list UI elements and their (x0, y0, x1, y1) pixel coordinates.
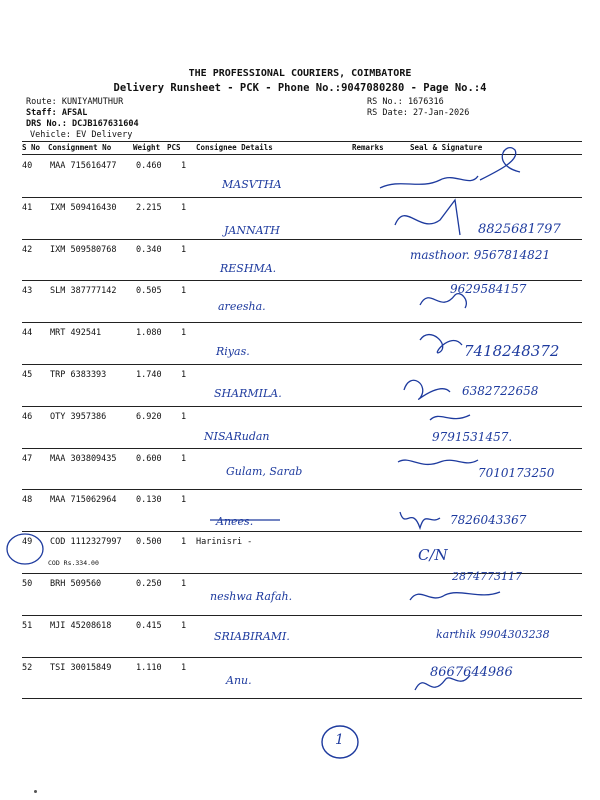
row-consignment-no: SLM 387777142 (50, 286, 117, 297)
row-consignment-no: OTY 3957386 (50, 411, 107, 422)
row-sno: 42 (22, 244, 33, 255)
row-pcs: 1 (181, 286, 187, 297)
handwritten-consignee-name: MASVTHA (222, 178, 282, 191)
handwritten-signature-phone: 9791531457. (432, 430, 513, 444)
row-weight: 1.110 (136, 662, 162, 673)
signature-41-icon (395, 200, 460, 235)
handwritten-consignee-name: neshwa Rafah. (210, 590, 293, 603)
handwritten-consignee-name: NISARudan (204, 430, 270, 443)
row-pcs: 1 (181, 620, 187, 631)
row-weight: 2.215 (136, 202, 162, 213)
row-sno: 43 (22, 286, 33, 297)
signature-46-icon (430, 415, 470, 420)
row-consignment-no: TRP 6383393 (50, 370, 107, 380)
row-pcs: 1 (181, 328, 187, 339)
handwritten-signature-phone: 7418248372 (464, 342, 560, 360)
row-consignment-no: BRH 509560 (50, 579, 102, 589)
row-sno: 47 (22, 453, 33, 464)
handwritten-consignee-name: areesha. (218, 300, 266, 313)
row-weight: 0.250 (136, 579, 162, 589)
row-consignee-details: Harinisri - (196, 537, 253, 548)
row-weight: 6.920 (136, 411, 162, 422)
row-consignment-no: TSI 30015849 (50, 662, 112, 673)
handwritten-consignee-name: Anees. (216, 515, 254, 528)
row-pcs: 1 (181, 662, 187, 673)
cod-circle-mark (7, 534, 43, 564)
row-sno: 41 (22, 202, 33, 213)
row-consignment-no: IXM 509416430 (50, 202, 117, 213)
signature-43-icon (420, 294, 466, 308)
row-pcs: 1 (181, 579, 187, 589)
row-pcs: 1 (181, 495, 187, 506)
row-weight: 1.740 (136, 370, 162, 380)
row-consignment-no: MAA 715616477 (50, 161, 117, 171)
signature-48-icon (400, 512, 440, 528)
row-consignment-no: MAA 303809435 (50, 453, 117, 464)
row-sno: 44 (22, 328, 33, 339)
row-pcs: 1 (181, 370, 187, 380)
signature-44-icon (420, 335, 462, 353)
row-weight: 0.460 (136, 161, 162, 171)
runsheet-subtitle: Delivery Runsheet - PCK - Phone No.:9047080280 - Page No.:4 (113, 82, 487, 94)
row-weight: 0.600 (136, 453, 162, 464)
row-consignment-no: MAA 715062964 (50, 495, 117, 506)
col-consignment: Consignment No (48, 143, 112, 152)
company-title: THE PROFESSIONAL COURIERS, COIMBATORE (188, 68, 412, 79)
signature-52-icon (415, 675, 470, 690)
row-sno: 50 (22, 579, 33, 589)
staff-label: Staff: AFSAL (26, 108, 88, 118)
row-pcs: 1 (181, 453, 187, 464)
handwritten-consignee-name: Gulam, Sarab (226, 465, 303, 478)
row-weight: 0.340 (136, 244, 162, 255)
row-weight: 0.130 (136, 495, 162, 506)
row-consignment-no: IXM 509580768 (50, 244, 117, 255)
handwritten-consignee-name: Anu. (226, 674, 252, 687)
row-pcs: 1 (181, 244, 187, 255)
col-pcs: PCS (167, 143, 181, 152)
row-sno: 46 (22, 411, 33, 422)
signature-45-icon (404, 380, 450, 399)
row-consignment-no: MJI 45208618 (50, 620, 112, 631)
col-details: Consignee Details (196, 143, 273, 152)
row-weight: 1.080 (136, 328, 162, 339)
row-sno: 40 (22, 161, 33, 171)
handwritten-signature-phone: 8667644986 (430, 665, 513, 680)
row-sno: 45 (22, 370, 33, 380)
row-weight: 0.505 (136, 286, 162, 297)
cod-amount: COD Rs.334.00 (48, 559, 99, 567)
col-seal: Seal & Signature (410, 143, 483, 152)
signature-40b-icon (380, 176, 478, 188)
row-consignment-no: MRT 492541 (50, 328, 102, 339)
row-consignment-no: COD 1112327997 (50, 537, 122, 548)
rs-date: RS Date: 27-Jan-2026 (367, 108, 470, 118)
vehicle-label: Vehicle: EV Delivery (30, 130, 133, 140)
row-pcs: 1 (181, 202, 187, 213)
handwritten-consignee-name: JANNATH (224, 224, 280, 237)
route-label: Route: KUNIYAMUTHUR (26, 97, 124, 107)
row-weight: 0.415 (136, 620, 162, 631)
row-weight: 0.500 (136, 537, 162, 548)
handwritten-signature-phone: 7010173250 (478, 466, 555, 480)
handwritten-signature-phone: karthik 9904303238 (436, 628, 550, 641)
handwritten-consignee-name: SRIABIRAMI. (214, 630, 290, 643)
col-sno: S No (22, 143, 41, 152)
row-pcs: 1 (181, 411, 187, 422)
handwritten-consignee-name: SHARMILA. (214, 387, 282, 400)
row-pcs: 1 (181, 161, 187, 171)
col-remarks: Remarks (352, 143, 384, 152)
handwritten-consignee-name: Riyas. (216, 345, 250, 358)
handwritten-signature-phone: 8825681797 (478, 222, 561, 237)
handwritten-signature-phone: masthoor. 9567814821 (410, 248, 551, 262)
handwritten-consignee-name: RESHMA. (220, 262, 277, 275)
handwritten-signature-phone: 2874773117 (452, 570, 522, 583)
row-sno: 51 (22, 620, 33, 631)
handwritten-signature-phone: 6382722658 (462, 384, 539, 398)
col-weight: Weight (133, 143, 161, 152)
handwritten-signature-phone: C/N (418, 546, 448, 564)
row-sno: 49 (22, 537, 33, 548)
handwritten-signature-phone: 7826043367 (450, 513, 527, 527)
drs-number: DRS No.: DCJB167631604 (26, 119, 139, 129)
scan-dot (34, 790, 37, 793)
row-sno: 52 (22, 662, 33, 673)
signature-50-icon (410, 592, 500, 600)
row-sno: 48 (22, 495, 33, 506)
signature-40-icon (480, 148, 520, 180)
row-pcs: 1 (181, 537, 187, 548)
rs-number: RS No.: 1676316 (367, 97, 444, 107)
signature-47-icon (398, 460, 478, 464)
page-mark: 1 (335, 732, 344, 748)
handwritten-signature-phone: 9629584157 (450, 282, 527, 296)
